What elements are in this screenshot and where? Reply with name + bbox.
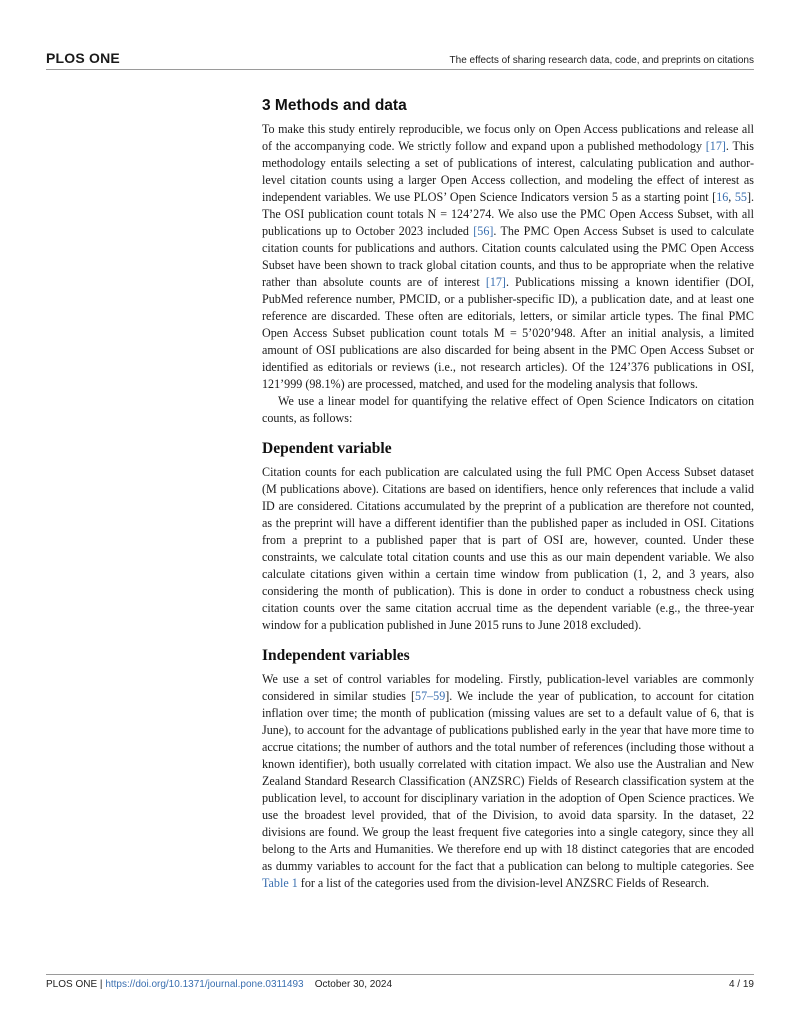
methods-section: [262, 97, 754, 427]
journal-name: PLOS ONE: [46, 50, 120, 66]
independent-variables-section: [262, 647, 754, 892]
independent-variables-paragraph: [262, 671, 754, 892]
paragraph-text: We use a set of control variables for modeling. Firstly, publication-level variables are commonly considered in similar studies [: [262, 672, 754, 703]
footer-separator: |: [99, 979, 103, 990]
methods-paragraph-2: [262, 393, 754, 427]
citation-link[interactable]: 55: [734, 190, 747, 204]
paragraph-text: . This methodology entails selecting a set of publications of interest, calculating publication and author-level citation counts using a larger Open Access collection, and modeling the effect of interest as independent variables. We use PLOS’ Open Science Indicators version 5 as a starting point [: [262, 139, 754, 204]
publication-date: October 30, 2024: [314, 979, 393, 990]
citation-link[interactable]: [17]: [705, 139, 726, 153]
methods-paragraph-1: [262, 121, 754, 393]
citation-link[interactable]: –: [427, 689, 434, 703]
running-title: The effects of sharing research data, code, and preprints on citations: [449, 55, 754, 66]
footer-citation: [46, 979, 392, 990]
section-heading: 3 Methods and data: [262, 97, 407, 114]
paragraph-text: ,: [728, 190, 735, 204]
paragraph-text: Citation counts for each publication are calculated using the full PMC Open Access Subset dataset (M publications above). Citations are based on identifiers, hence only references that include a valid ID are considered. Citations accumulated by the preprint of a publication are therefore not counted, as the preprint will have a different identifier than the published paper as included in OSI. Citations from a preprint to a published paper that is part of OSI are, however, counted. Under these constraints, we calculate total citation counts and use this as our main dependent variable. We also calculate citations given within a certain time window from publication (1, 2, and 3 years, also considering the month of publication). This is done in order to conduct a robustness check using citation counts over the same citation accrual time as the dependent variable (e.g., the three-year window for a publication published in June 2015 runs to June 2018 excluded).: [262, 465, 754, 632]
citation-link[interactable]: Table 1: [262, 876, 298, 890]
footer-journal: PLOS ONE: [46, 979, 98, 990]
citation-link[interactable]: 57: [415, 689, 428, 703]
paragraph-text: ]. The OSI publication count totals N = 124’274. We also use the PMC Open Access Subset, with all publications up to October 2023 included: [262, 190, 755, 238]
paragraph-text: . The PMC Open Access Subset is used to calculate citation counts for publications and authors. Citation counts calculated using the PMC Open Access Subset have been shown to track global citation counts, and thus to be appropriate when the relative rather than absolute counts are of interest: [262, 224, 754, 289]
running-head-row: [46, 46, 754, 66]
doi-link[interactable]: https://doi.org/10.1371/journal.pone.0311493: [105, 979, 304, 990]
footer-row: [46, 979, 754, 990]
paragraph-text: . Publications missing a known identifier (DOI, PubMed reference number, PMCID, or a publisher-specific ID), a publication date, and at least one reference are discarded. These often are editorials, letters, or similar article types. The final PMC Open Access Subset publication count totals M = 5’020’948. After an initial analysis, a limited amount of OSI publications are also discarded for being absent in the PMC Open Access Subset or identified as editorials or reviews (i.e., not research articles). Of the 124’376 publications in OSI, 121’999 (98.1%) are processed, matched, and used for the modeling analysis that follows.: [262, 275, 754, 391]
paragraph-text: To make this study entirely reproducible, we focus only on Open Access publications and release all of the accompanying code. We strictly follow and expand upon a published methodology: [262, 122, 754, 153]
paragraph-text: We use a linear model for quantifying the relative effect of Open Science Indicators on citation counts, as follows:: [262, 394, 754, 425]
dependent-variable-section: [262, 440, 754, 634]
citation-link[interactable]: 59: [433, 689, 446, 703]
footer-divider: [46, 974, 754, 975]
paragraph-text: for a list of the categories used from the division-level ANZSRC Fields of Research.: [297, 876, 710, 890]
citation-link[interactable]: 16: [716, 190, 729, 204]
dependent-variable-paragraph: [262, 464, 754, 634]
independent-variables-heading: Independent variables: [262, 647, 410, 664]
citation-link[interactable]: [56]: [473, 224, 494, 238]
paragraph-text: ]. We include the year of publication, to account for citation inflation over time; the month of publication (missing values are set to a default value of 6, that is June), to account for the advantage of publications published early in the year that have more time to accrue citations; the number of authors and the total number of references (including those without a known identifier), both usually correlated with citation impact. We also use the Australian and New Zealand Standard Research Classification (ANZSRC) Fields of Research classification system at the publication level, to account for disciplinary variation in the adoption of Open Science practices. We use the broadest level provided, that of the Division, to avoid data sparsity. In the dataset, 22 divisions are found. We group the least frequent five categories into a single category, since they all belong to the Arts and Humanities. We therefore end up with 18 distinct categories that are encoded as dummy variables to account for the fact that a publication can belong to multiple categories. See: [262, 689, 754, 873]
page-number: 4 / 19: [728, 979, 754, 990]
dependent-variable-heading: Dependent variable: [262, 440, 392, 457]
header-divider: [46, 69, 754, 70]
article-body: [262, 97, 754, 892]
citation-link[interactable]: [17]: [485, 275, 506, 289]
